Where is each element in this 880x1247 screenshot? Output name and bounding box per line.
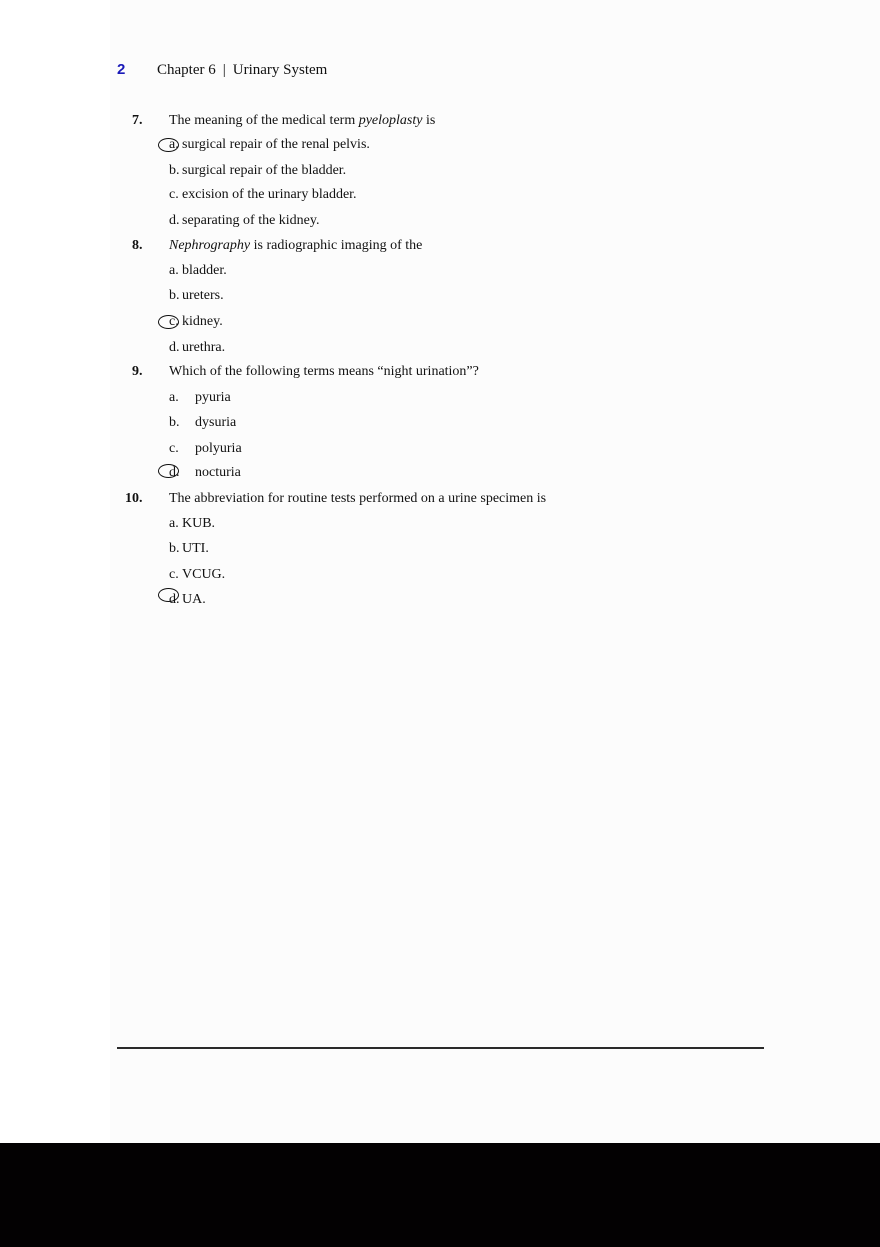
option-7b [169,163,346,179]
header-separator: | [222,62,226,78]
option-letter: a. [169,516,179,531]
option-8c [169,314,223,330]
option-10c [169,567,225,583]
option-letter: b. [169,288,180,303]
option-letter: a. [169,390,179,405]
option-letter: b. [169,163,180,178]
option-7d [169,213,320,229]
option-text: KUB. [182,516,216,531]
option-text: UTI. [182,541,209,556]
option-text: VCUG. [182,567,226,582]
option-letter: d. [169,340,180,355]
chapter-title [157,62,327,79]
option-text: nocturia [195,465,241,480]
option-letter: c. [169,314,179,329]
question-text-part: The meaning of the medical term [169,113,359,128]
chapter-label: Chapter 6 [157,62,216,78]
option-letter: c. [169,567,179,582]
option-10d [169,592,206,608]
question-text-part: is radiographic imaging of the [250,238,423,253]
question-text [169,113,435,129]
option-7a [169,137,370,153]
option-8a [169,263,227,279]
option-text: polyuria [195,441,242,456]
bottom-black-band [0,1143,880,1247]
question-number: 7. [132,113,143,128]
page-number: 2 [117,61,126,78]
option-7c [169,187,357,203]
option-text: surgical repair of the bladder. [182,163,347,178]
option-letter: d. [169,213,180,228]
option-letter: d. [169,465,180,480]
footer-divider [117,1047,764,1049]
option-letter: a. [169,137,179,152]
option-letter: b. [169,415,180,430]
option-8b [169,288,224,304]
option-9d [169,465,241,481]
option-10b [169,541,209,557]
option-letter: c. [169,441,179,456]
question-term: pyeloplasty [358,113,423,128]
option-9a [169,390,231,406]
option-letter: c. [169,187,179,202]
question-text [169,238,422,254]
option-text: bladder. [182,263,227,278]
question-number: 9. [132,364,143,379]
option-10a [169,516,215,532]
option-letter: a. [169,263,179,278]
question-text-part: is [422,113,436,128]
option-text: UA. [182,592,206,607]
option-letter: d. [169,592,180,607]
option-9c [169,441,242,457]
option-text: ureters. [182,288,224,303]
option-text: pyuria [195,390,231,405]
option-text: kidney. [182,314,223,329]
question-term: Nephrography [169,238,251,253]
section-label: Urinary System [232,62,328,78]
question-text: Which of the following terms means “night urination”? [169,364,479,379]
question-number: 8. [132,238,143,253]
option-9b [169,415,236,431]
option-letter: b. [169,541,180,556]
option-text: dysuria [195,415,237,430]
option-text: surgical repair of the renal pelvis. [182,137,370,152]
option-text: urethra. [182,340,226,355]
question-number: 10. [125,491,143,506]
option-8d [169,340,225,356]
option-text: separating of the kidney. [182,213,320,228]
question-text: The abbreviation for routine tests performed on a urine specimen is [169,491,547,506]
option-text: excision of the urinary bladder. [182,187,357,202]
